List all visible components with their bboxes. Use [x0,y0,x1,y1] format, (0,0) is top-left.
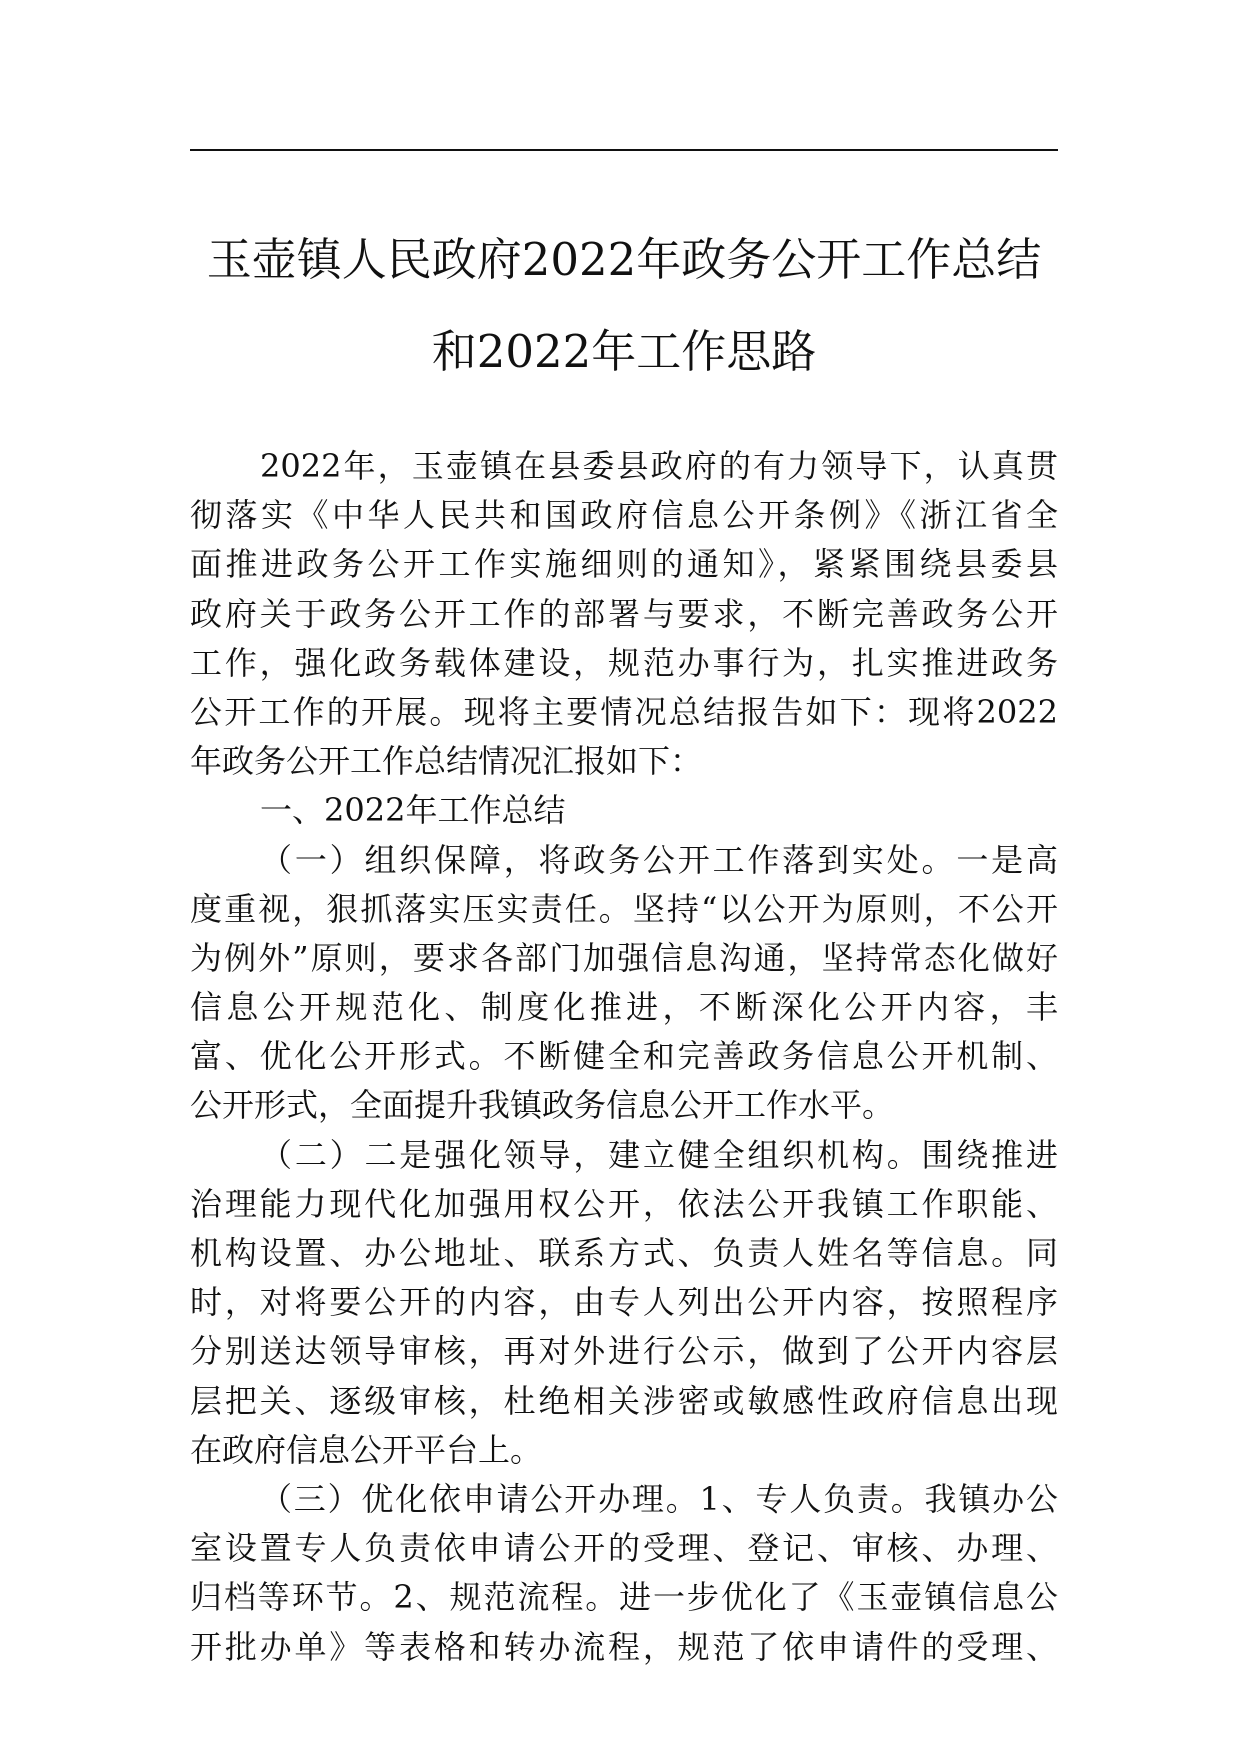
body-line: （一）组织保障，将政务公开工作落到实处。一是高 [260,840,1058,879]
body-line: 信息公开规范化、制度化推进，不断深化公开内容，丰 [190,988,1058,1027]
body-line: 在政府信息公开平台上。 [190,1430,543,1469]
body-line: 2022年，玉壶镇在县委县政府的有力领导下，认真贯 [260,447,1058,485]
section-heading: 一、2022年工作总结 [260,791,566,830]
body-line: 分别送达领导审核，再对外进行公示，做到了公开内容层 [190,1332,1058,1371]
body-line: 室设置专人负责依申请公开的受理、登记、审核、办理、 [190,1529,1058,1568]
document-title-line-2: 和2022年工作思路 [431,325,817,378]
body-line: 工作，强化政务载体建设，规范办事行为，扎实推进政务 [190,643,1058,682]
body-line: 层把关、逐级审核，杜绝相关涉密或敏感性政府信息出现 [190,1381,1058,1420]
body-line: 为例外”原则，要求各部门加强信息沟通，坚持常态化做好 [190,938,1058,977]
body-line: 开批办单》等表格和转办流程，规范了依申请件的受理、 [190,1627,1058,1666]
document-body [190,442,1058,1672]
body-line: 公开形式，全面提升我镇政务信息公开工作水平。 [190,1086,895,1125]
body-line: 时，对将要公开的内容，由专人列出公开内容，按照程序 [190,1283,1058,1322]
body-line: 公开工作的开展。现将主要情况总结报告如下：现将2022 [190,692,1058,731]
body-line: 富、优化公开形式。不断健全和完善政务信息公开机制、 [190,1037,1058,1076]
body-line: 治理能力现代化加强用权公开，依法公开我镇工作职能、 [190,1184,1058,1223]
body-line: （二）二是强化领导，建立健全组织机构。围绕推进 [260,1135,1058,1174]
body-line: 彻落实《中华人民共和国政府信息公开条例》《浙江省全 [190,496,1058,535]
body-line: （三）优化依申请公开办理。1、专人负责。我镇办公 [260,1479,1058,1518]
document-title-line-1: 玉壶镇人民政府2022年政务公开工作总结 [206,233,1042,286]
body-line: 机构设置、办公地址、联系方式、负责人姓名等信息。同 [190,1234,1058,1272]
body-line: 度重视，狠抓落实压实责任。坚持“以公开为原则，不公开 [190,889,1058,928]
body-line: 面推进政务公开工作实施细则的通知》，紧紧围绕县委县 [190,545,1058,584]
header-rule [190,149,1058,151]
body-line: 年政务公开工作总结情况汇报如下： [190,742,703,781]
body-line: 归档等环节。2、规范流程。进一步优化了《玉壶镇信息公 [190,1578,1058,1617]
body-line: 政府关于政务公开工作的部署与要求，不断完善政务公开 [190,594,1058,633]
